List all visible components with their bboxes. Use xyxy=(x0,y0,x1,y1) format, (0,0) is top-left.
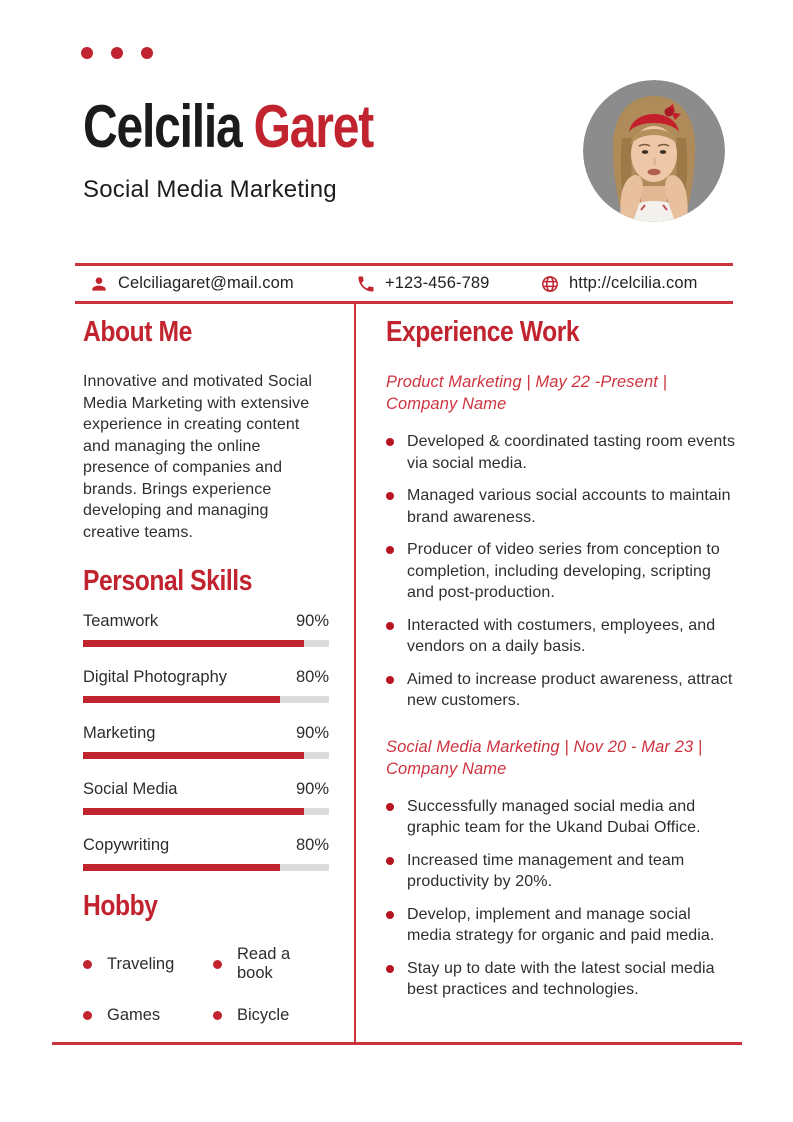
bullet-text: Develop, implement and manage social media strategy for organic and paid media. xyxy=(407,905,715,944)
bullet-icon xyxy=(386,803,394,811)
skill-label: Marketing xyxy=(83,724,156,742)
portrait-illustration xyxy=(583,80,725,222)
left-column xyxy=(83,318,329,1025)
skill-bar-fill xyxy=(83,808,304,815)
profile-photo xyxy=(583,80,725,222)
person-name xyxy=(83,94,373,160)
skill-list xyxy=(83,612,329,871)
contact-bar xyxy=(75,263,733,304)
hobby-item xyxy=(83,945,213,983)
bullet-text: Increased time management and team productivity by 20%. xyxy=(407,851,685,890)
about-heading: About Me xyxy=(83,316,192,348)
job-bullet xyxy=(386,431,738,474)
skill-row xyxy=(83,612,329,647)
skill-row xyxy=(83,724,329,759)
first-name: Celcilia xyxy=(83,93,242,160)
red-dot-icon xyxy=(111,47,123,59)
job-meta: Product Marketing | May 22 -Present | Company Name xyxy=(386,373,667,413)
about-text: Innovative and motivated Social Media Marketing with extensive experience in creating content and managing the online presence of companies and brands. Brings experience developing and managing creative teams. xyxy=(83,373,313,541)
bottom-rule xyxy=(52,1042,742,1045)
hobby-label: Bicycle xyxy=(237,1006,290,1024)
decor-dots xyxy=(81,47,153,59)
job-bullet xyxy=(386,485,738,528)
last-name: Garet xyxy=(253,93,374,160)
bullet-text: Aimed to increase product awareness, attract new customers. xyxy=(407,670,733,709)
skill-bar-fill xyxy=(83,864,280,871)
bullet-text: Managed various social accounts to maintain brand awareness. xyxy=(407,487,731,526)
skill-bar-fill xyxy=(83,696,280,703)
red-dot-icon xyxy=(81,47,93,59)
bullet-text: Successfully managed social media and graphic team for the Ukand Dubai Office. xyxy=(407,797,701,836)
bullet-icon xyxy=(386,676,394,684)
job-bullet xyxy=(386,669,738,712)
bullet-icon xyxy=(386,911,394,919)
hobby-item xyxy=(83,1006,213,1025)
job-entry xyxy=(386,371,738,712)
skill-percent: 80% xyxy=(295,668,329,686)
hobby-list xyxy=(83,945,329,1025)
bullet-icon xyxy=(386,622,394,630)
job-entry xyxy=(386,736,738,1001)
globe-icon xyxy=(540,274,560,294)
job-bullet xyxy=(386,615,738,658)
skill-percent: 80% xyxy=(295,836,329,854)
job-bullet-list xyxy=(386,796,738,1001)
skill-label: Digital Photography xyxy=(83,668,228,686)
email-text: Celciliagaret@mail.com xyxy=(118,274,294,292)
bullet-text: Interacted with costumers, employees, and vendors on a daily basis. xyxy=(407,616,716,655)
bullet-icon xyxy=(386,546,394,554)
skill-percent: 90% xyxy=(295,780,329,798)
hobby-item xyxy=(213,945,329,983)
hobby-item xyxy=(213,1006,329,1025)
skill-bar-track xyxy=(83,864,329,871)
website-text: http://celcilia.com xyxy=(569,274,698,292)
bullet-icon xyxy=(386,438,394,446)
skill-percent: 90% xyxy=(295,724,329,742)
skill-row xyxy=(83,836,329,871)
bullet-icon xyxy=(83,960,92,969)
hobby-label: Read a book xyxy=(237,945,291,982)
job-bullet xyxy=(386,796,738,839)
person-icon xyxy=(89,274,109,294)
contact-phone[interactable] xyxy=(356,266,489,301)
skill-bar-track xyxy=(83,696,329,703)
bullet-text: Developed & coordinated tasting room events via social media. xyxy=(407,433,736,472)
skill-bar-track xyxy=(83,752,329,759)
phone-text: +123-456-789 xyxy=(385,274,490,292)
bullet-text: Producer of video series from conception to completion, including developing, scripting and post-production. xyxy=(407,541,720,601)
job-meta: Social Media Marketing | Nov 20 - Mar 23 | Company Name xyxy=(386,737,703,778)
skill-row xyxy=(83,668,329,703)
job-bullet-list xyxy=(386,431,738,712)
job-bullet xyxy=(386,904,738,947)
phone-icon xyxy=(356,274,376,294)
hobby-label: Games xyxy=(107,1006,161,1024)
hobby-label: Traveling xyxy=(107,954,175,973)
skill-bar-track xyxy=(83,808,329,815)
skill-label: Copywriting xyxy=(83,836,170,854)
skill-bar-fill xyxy=(83,640,304,647)
bullet-text: Stay up to date with the latest social media best practices and technologies. xyxy=(407,959,715,998)
skill-bar-fill xyxy=(83,752,304,759)
bullet-icon xyxy=(213,1011,222,1020)
contact-email[interactable] xyxy=(89,266,294,301)
hobby-section xyxy=(83,892,329,1025)
column-divider xyxy=(354,304,356,1042)
bullet-icon xyxy=(386,965,394,973)
bullet-icon xyxy=(213,960,222,969)
skill-label: Social Media xyxy=(83,780,178,798)
job-bullet xyxy=(386,850,738,893)
bullet-icon xyxy=(83,1011,92,1020)
skill-row xyxy=(83,780,329,815)
experience-heading: Experience Work xyxy=(386,316,580,348)
bullet-icon xyxy=(386,857,394,865)
job-bullet xyxy=(386,539,738,604)
hobby-heading: Hobby xyxy=(83,890,158,922)
right-column xyxy=(386,318,738,1012)
skills-heading: Personal Skills xyxy=(83,565,253,597)
contact-website[interactable] xyxy=(540,266,697,301)
skills-section xyxy=(83,567,329,871)
red-dot-icon xyxy=(141,47,153,59)
bullet-icon xyxy=(386,492,394,500)
skill-label: Teamwork xyxy=(83,612,159,630)
skill-percent: 90% xyxy=(295,612,329,630)
skill-bar-track xyxy=(83,640,329,647)
person-job-title: Social Media Marketing xyxy=(83,176,337,203)
job-bullet xyxy=(386,958,738,1001)
